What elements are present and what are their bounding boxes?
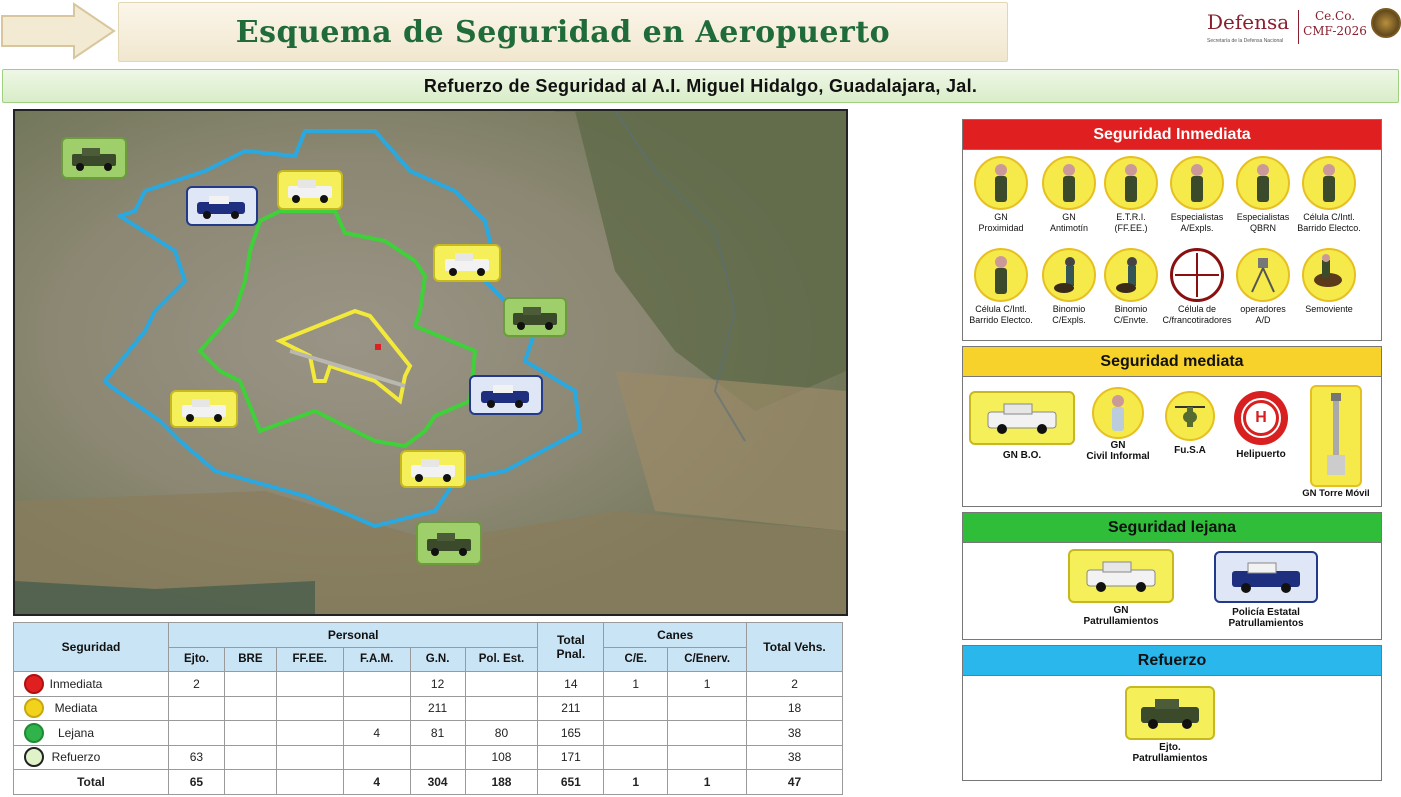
cell-ce <box>604 721 668 746</box>
police-vehicle-marker[interactable] <box>469 375 543 415</box>
header-personal: Personal <box>168 623 537 648</box>
gn-torre-movil-item[interactable]: GN Torre Móvil <box>1293 385 1379 500</box>
cell-cenerv <box>668 696 747 721</box>
vehicle-icon <box>1214 551 1318 603</box>
cell-gn: 211 <box>410 696 465 721</box>
ejto-vehicle-marker[interactable] <box>61 137 127 179</box>
security-summary-table <box>13 622 843 795</box>
item-label: Semoviente <box>1305 304 1353 314</box>
vehicle-icon <box>193 192 251 220</box>
category-cell: Mediata <box>14 696 169 721</box>
brand-name: Defensa <box>1207 10 1290 34</box>
item-label: operadores <box>1240 304 1286 314</box>
cell-gn: 304 <box>410 770 465 795</box>
gn-vehicle-marker[interactable] <box>400 450 466 488</box>
back-arrow-icon[interactable] <box>0 2 116 60</box>
vehicle-icon <box>509 303 561 331</box>
dog-icon <box>1042 248 1096 302</box>
cell-ce <box>604 696 668 721</box>
category-cell: Lejana <box>14 721 169 746</box>
ceco-line2: CMF-2026 <box>1303 24 1367 38</box>
cell-ejto <box>168 696 224 721</box>
cell-ffee <box>276 721 343 746</box>
table-row <box>14 745 843 770</box>
vehicle-icon <box>423 529 475 557</box>
police-vehicle-marker[interactable] <box>186 186 258 226</box>
item-sublabel: Antimotín <box>1049 222 1089 233</box>
tower-icon <box>1310 385 1362 487</box>
cell-vehs: 47 <box>747 770 843 795</box>
item-sublabel: Barrido Electco. <box>969 314 1033 325</box>
green-dot-icon <box>24 723 44 743</box>
inmediata-item[interactable] <box>1095 248 1167 325</box>
table-row <box>14 696 843 721</box>
cell-fam <box>343 672 410 697</box>
ejto-vehicle-marker[interactable] <box>503 297 567 337</box>
horse-icon <box>1302 248 1356 302</box>
cell-bre <box>224 721 276 746</box>
item-sublabel: Proximidad <box>978 222 1024 233</box>
crosshair-icon <box>1170 248 1224 302</box>
subheader-pol-est: Pol. Est. <box>465 647 538 672</box>
cell-cenerv: 1 <box>668 672 747 697</box>
cell-vehs: 18 <box>747 696 843 721</box>
panel-seguridad-inmediata <box>962 119 1382 341</box>
vehicle-icon <box>969 391 1075 445</box>
ceco-line1: Ce.Co. <box>1314 9 1356 23</box>
inmediata-item[interactable] <box>1293 248 1365 315</box>
aerial-map[interactable] <box>13 109 848 616</box>
table-row <box>14 721 843 746</box>
cell-vehs: 38 <box>747 745 843 770</box>
cell-ejto: 63 <box>168 745 224 770</box>
national-seal-icon <box>1371 8 1401 38</box>
subheader-cenerv: C/Enerv. <box>668 647 747 672</box>
gn-vehicle-marker[interactable] <box>277 170 343 210</box>
panel-title: Seguridad Inmediata <box>963 120 1381 150</box>
cell-fam: 4 <box>343 770 410 795</box>
cell-ejto: 65 <box>168 770 224 795</box>
cell-total: 211 <box>538 696 604 721</box>
cell-gn <box>410 745 465 770</box>
cell-ce <box>604 745 668 770</box>
item-sublabel: C/francotiradores <box>1162 314 1232 325</box>
item-sublabel: A/D <box>1255 314 1271 325</box>
cell-gn: 12 <box>410 672 465 697</box>
inmediata-item[interactable] <box>1293 156 1365 233</box>
item-label: Binomio <box>1114 304 1148 314</box>
fusa-item[interactable]: Fu.S.A <box>1160 391 1220 457</box>
cell-vehs: 38 <box>747 721 843 746</box>
gn-patrullamientos-item[interactable]: GN Patrullamientos <box>1061 549 1181 627</box>
vehicle-icon <box>441 249 493 277</box>
gn-vehicle-marker[interactable] <box>170 390 238 428</box>
item-label: E.T.R.I. <box>1116 212 1146 222</box>
cell-total: 171 <box>538 745 604 770</box>
subheader-bre: BRE <box>224 647 276 672</box>
inmediata-item[interactable] <box>1227 248 1299 325</box>
total-row <box>14 770 843 795</box>
vehicle-icon <box>1068 549 1174 603</box>
subtitle-bar <box>2 69 1399 103</box>
cell-ffee <box>276 672 343 697</box>
brand-subtitle: Secretaría de la Defensa Nacional <box>1207 38 1284 44</box>
yellow-dot-icon <box>24 698 44 718</box>
helicopter-icon <box>1165 391 1215 441</box>
vehicle-icon <box>1125 686 1215 740</box>
subheader-ejto: Ejto. <box>168 647 224 672</box>
brand-separator <box>1298 10 1299 44</box>
cell-cenerv <box>668 721 747 746</box>
inmediata-item[interactable] <box>1095 156 1167 233</box>
inmediata-item[interactable] <box>965 156 1037 233</box>
cell-total: 165 <box>538 721 604 746</box>
cell-cenerv <box>668 745 747 770</box>
cell-ce: 1 <box>604 672 668 697</box>
dog-icon <box>1104 248 1158 302</box>
person-icon <box>1236 156 1290 210</box>
helipuerto-item[interactable]: H Helipuerto <box>1229 391 1293 461</box>
vehicle-icon <box>407 455 459 483</box>
cell-bre <box>224 770 276 795</box>
cell-total: 651 <box>538 770 604 795</box>
inmediata-item[interactable] <box>1227 156 1299 233</box>
light-green-dot-icon <box>24 747 44 767</box>
brand-logo <box>1205 8 1401 54</box>
policia-estatal-item[interactable]: Policía Estatal Patrullamientos <box>1205 551 1327 629</box>
item-sublabel: C/Envte. <box>1113 314 1149 325</box>
header-canes: Canes <box>604 623 747 648</box>
cell-ffee <box>276 745 343 770</box>
vehicle-icon <box>68 144 120 172</box>
item-label: Especialistas <box>1170 212 1224 222</box>
gn-civil-informal-item[interactable]: GN Civil Informal <box>1079 387 1157 462</box>
item-label: GN <box>1062 212 1076 222</box>
cell-pol: 80 <box>465 721 538 746</box>
vehicle-icon <box>178 395 230 423</box>
panel-title: Seguridad lejana <box>963 513 1381 543</box>
panel-seguridad-lejana <box>962 512 1382 640</box>
gn-vehicle-marker[interactable] <box>433 244 501 282</box>
subheader-ce: C/E. <box>604 647 668 672</box>
item-label: Célula C/Intl. <box>1303 212 1355 222</box>
cell-total-label: Total <box>14 770 169 795</box>
person-icon <box>1302 156 1356 210</box>
cell-cenerv: 1 <box>668 770 747 795</box>
cell-vehs: 2 <box>747 672 843 697</box>
subheader-fam: F.A.M. <box>343 647 410 672</box>
item-label: GN <box>994 212 1008 222</box>
helipad-icon: H <box>1234 391 1288 445</box>
page-subtitle: Refuerzo de Seguridad al A.I. Miguel Hidalgo, Guadalajara, Jal. <box>423 75 978 96</box>
panel-seguridad-mediata <box>962 346 1382 507</box>
cell-pol <box>465 696 538 721</box>
item-label: Binomio <box>1052 304 1086 314</box>
cell-gn: 81 <box>410 721 465 746</box>
inmediata-item[interactable] <box>1161 156 1233 233</box>
ejto-patrullamientos-item[interactable]: Ejto. Patrullamientos <box>1115 686 1225 764</box>
cell-ffee <box>276 696 343 721</box>
cell-total: 14 <box>538 672 604 697</box>
item-sublabel: Barrido Electco. <box>1297 222 1361 233</box>
item-sublabel: A/Expls. <box>1180 222 1214 233</box>
panel-refuerzo <box>962 645 1382 781</box>
person-icon <box>974 248 1028 302</box>
subheader-ffee: FF.EE. <box>276 647 343 672</box>
category-cell: Inmediata <box>14 672 169 697</box>
category-cell: Refuerzo <box>14 745 169 770</box>
panel-title: Seguridad mediata <box>963 347 1381 377</box>
cell-bre <box>224 696 276 721</box>
subheader-gn: G.N. <box>410 647 465 672</box>
person-icon <box>1170 156 1224 210</box>
person-icon <box>1104 156 1158 210</box>
page-title: Esquema de Seguridad en Aeropuerto <box>235 14 891 50</box>
cell-pol <box>465 672 538 697</box>
item-label: Célula de <box>1177 304 1217 314</box>
item-label: Célula C/Intl. <box>975 304 1027 314</box>
header-total-pnal: Total Pnal. <box>538 623 604 672</box>
panel-title: Refuerzo <box>963 646 1381 676</box>
title-banner <box>118 2 1008 62</box>
cell-ejto <box>168 721 224 746</box>
inmediata-item[interactable] <box>965 248 1037 325</box>
antenna-icon <box>1236 248 1290 302</box>
item-sublabel: QBRN <box>1249 222 1276 233</box>
header-total-vehs: Total Vehs. <box>747 623 843 672</box>
cell-bre <box>224 745 276 770</box>
header-seguridad: Seguridad <box>14 623 169 672</box>
gn-bo-item[interactable]: GN B.O. <box>969 391 1075 462</box>
table-row <box>14 672 843 697</box>
item-sublabel: C/Expls. <box>1052 314 1086 325</box>
cell-ce: 1 <box>604 770 668 795</box>
cell-bre <box>224 672 276 697</box>
red-dot-icon <box>24 674 44 694</box>
cell-fam <box>343 696 410 721</box>
ceco-label <box>1303 9 1367 39</box>
item-sublabel: (FF.EE.) <box>1114 222 1148 233</box>
person-icon <box>1092 387 1144 439</box>
item-label: Especialistas <box>1236 212 1290 222</box>
vehicle-icon <box>477 381 535 409</box>
cell-pol: 108 <box>465 745 538 770</box>
cell-ffee <box>276 770 343 795</box>
cell-fam <box>343 745 410 770</box>
person-icon <box>974 156 1028 210</box>
vehicle-icon <box>284 176 336 204</box>
ejto-vehicle-marker[interactable] <box>416 521 482 565</box>
cell-pol: 188 <box>465 770 538 795</box>
cell-fam: 4 <box>343 721 410 746</box>
person-icon <box>1042 156 1096 210</box>
inmediata-item[interactable] <box>1161 248 1233 325</box>
terminal-marker <box>375 344 381 350</box>
cell-ejto: 2 <box>168 672 224 697</box>
